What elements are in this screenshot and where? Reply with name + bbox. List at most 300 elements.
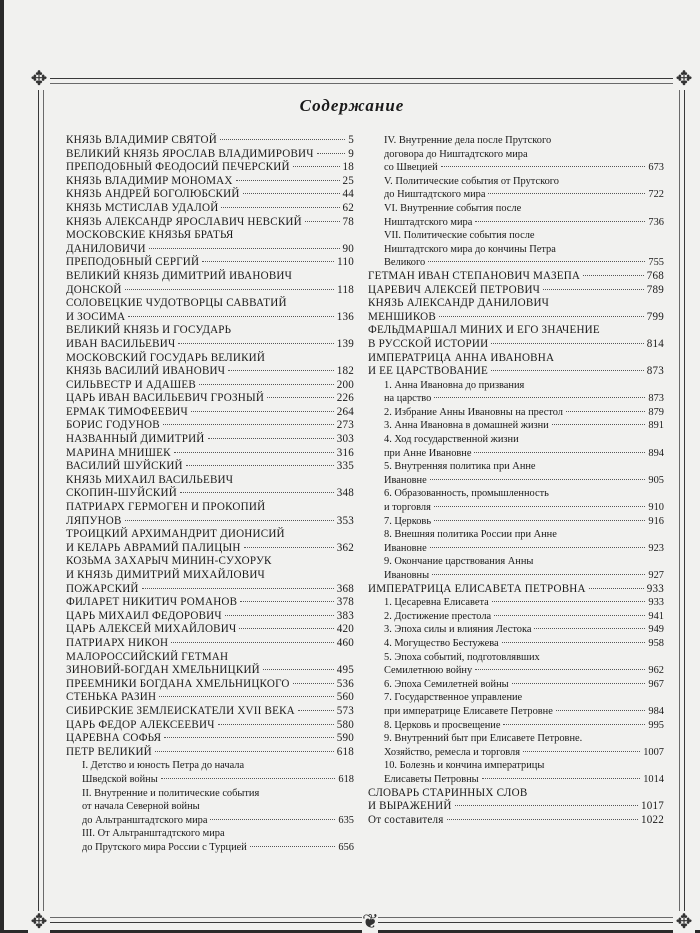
toc-page-number: 226 [336,392,354,405]
toc-entry-text: В РУССКОЙ ИСТОРИИ [368,337,489,350]
toc-subentry [368,651,664,678]
dot-leader [155,751,334,752]
toc-subentry [368,202,664,229]
toc-line [66,569,354,583]
toc-page-number: 995 [648,719,664,731]
toc-line [66,515,354,529]
dot-leader [202,261,334,262]
toc-line [384,161,664,175]
toc-entry [368,284,664,298]
toc-entry [66,651,354,678]
toc-subentry [368,175,664,202]
toc-page-number: 580 [336,718,354,731]
dot-leader [430,547,646,548]
dot-leader [434,520,645,521]
toc-line [66,705,354,719]
dot-leader [428,261,645,262]
toc-line [368,324,664,338]
toc-page-number: 44 [342,188,354,201]
toc-line [66,270,354,284]
toc-subentry [66,787,354,828]
dot-leader [163,424,334,425]
toc-entry-text: до Ништадтского мира [384,189,486,201]
toc-entry-text: ИВАН ВАСИЛЬЕВИЧ [66,337,176,350]
toc-entry-text: 8. Церковь и просвещение [384,719,501,731]
toc-entry-text: 3. Анна Ивановна в домашней жизни [384,420,549,432]
toc-entry-text: Шведской войны [82,773,158,785]
dot-leader [142,588,334,589]
toc-entry-text: 5. Эпоха событий, подготовлявших [384,651,540,663]
book-page [4,0,700,933]
dot-leader [441,166,646,167]
toc-line [368,338,664,352]
toc-page-number: 18 [342,161,354,174]
toc-entry-text: ПРЕПОДОБНЫЙ ФЕОДОСИЙ ПЕЧЕРСКИЙ [66,161,290,174]
toc-page-number: 799 [646,310,664,323]
corner-ornament-icon: ✥ [28,68,50,90]
toc-entry-text: 1. Анна Ивановна до призвания [384,379,525,391]
dot-leader [492,601,646,602]
toc-page-number: 110 [337,256,354,269]
dot-leader [491,370,644,371]
toc-entry-text: Ивановны [384,570,430,581]
dot-leader [236,180,340,181]
toc-line [368,352,664,366]
toc-line [66,202,354,216]
toc-entry [66,324,354,351]
toc-page-number: 1014 [643,773,664,785]
toc-line [66,691,354,705]
toc-line [384,678,664,692]
dot-leader [210,819,335,820]
toc-page-number: 722 [648,189,664,201]
toc-page-number: 1017 [641,800,664,813]
toc-entry [66,202,354,216]
toc-entry-text: КОЗЬМА ЗАХАРЫЧ МИНИН-СУХОРУК [66,555,272,568]
toc-line [384,610,664,624]
toc-page-number: 264 [336,405,354,418]
toc-entry-text: при Анне Ивановне [384,447,472,459]
toc-entry-text: Ништадтского мира [384,216,473,228]
toc-entry-text: КНЯЗЬ АЛЕКСАНДР ДАНИЛОВИЧ [368,297,550,310]
toc-subentry [368,759,664,786]
toc-page-number: 536 [336,677,354,690]
toc-page-number: 933 [646,582,664,595]
toc-page-number: 894 [648,447,664,459]
toc-entry [66,270,354,297]
toc-line [384,569,664,583]
toc-entry [368,583,664,597]
toc-line [66,487,354,501]
toc-line [66,216,354,230]
toc-entry-text: ПАТРИАРХ ГЕРМОГЕН И ПРОКОПИЙ [66,501,266,514]
toc-line [66,623,354,637]
toc-line [384,419,664,433]
toc-entry [66,528,354,555]
toc-entry-text: И КНЯЗЬ ДИМИТРИЙ МИХАЙЛОВИЧ [66,569,265,581]
toc-entry [66,161,354,175]
toc-page-number: 962 [648,665,664,677]
toc-line [82,773,354,787]
toc-page-number: 590 [336,732,354,745]
toc-line [384,175,664,189]
toc-page-number: 368 [336,582,354,595]
toc-line [384,487,664,501]
toc-entry [66,229,354,256]
toc-entry-text: ИМПЕРАТРИЦА ЕЛИСАВЕТА ПЕТРОВНА [368,582,586,595]
toc-line [384,202,664,216]
toc-entry-text: 5. Внутренняя политика при Анне [384,461,536,473]
dot-leader [317,153,346,154]
dot-leader [432,574,645,575]
toc-entry-text: на царство [384,393,432,405]
toc-entry-text: 4. Могущество Бестужева [384,637,499,649]
toc-entry-text: ДОНСКОЙ [66,283,122,296]
toc-line [66,243,354,257]
toc-entry-text: ЦАРЬ АЛЕКСЕЙ МИХАЙЛОВИЧ [66,623,237,636]
dot-leader [125,289,335,290]
toc-entry [368,270,664,284]
toc-page-number: 635 [338,814,354,826]
toc-page-number: 927 [648,570,664,581]
toc-entry-text: ВЕЛИКИЙ КНЯЗЬ И ГОСУДАРЬ [66,324,232,337]
toc-subentry [368,487,664,514]
toc-page-number: 933 [648,597,664,609]
toc-line [66,419,354,433]
dot-leader [293,166,340,167]
toc-page-number: 923 [648,542,664,554]
toc-line [384,759,664,773]
toc-entry [66,216,354,230]
toc-line [384,188,664,202]
toc-subentry [368,528,664,555]
toc-page-number: 789 [646,283,664,296]
toc-entry-text: СИБИРСКИЕ ЗЕМЛЕИСКАТЕЛИ XVII ВЕКА [66,704,295,717]
toc-page-number: 378 [336,596,354,609]
toc-entry [66,379,354,393]
toc-subentry [368,610,664,624]
toc-line [66,664,354,678]
dot-leader [474,452,645,453]
toc-page-number: 90 [342,242,354,255]
toc-entry [66,705,354,719]
toc-line [384,256,664,270]
bottom-ornament-icon: ❦ [362,911,379,933]
toc-line [82,814,354,828]
toc-entry-text: ВЕЛИКИЙ КНЯЗЬ ЯРОСЛАВ ВЛАДИМИРОВИЧ [66,147,314,160]
toc-page-number: 420 [336,623,354,636]
dot-leader [543,289,644,290]
toc-entry-text: КНЯЗЬ МИХАИЛ ВАСИЛЬЕВИЧ [66,473,234,486]
toc-entry-text: 7. Церковь [384,515,432,527]
toc-entry [66,678,354,692]
toc-entry-text: V. Политические события от Прутского [384,175,559,187]
toc-line [368,800,664,814]
toc-line [384,392,664,406]
toc-entry-text: ЦАРЕВИЧ АЛЕКСЕЙ ПЕТРОВИЧ [368,283,541,296]
toc-page-number: 316 [336,446,354,459]
toc-entry-text: КНЯЗЬ ВАСИЛИЙ ИВАНОВИЧ [66,365,226,378]
toc-line [384,501,664,515]
toc-line [82,827,354,841]
toc-line [384,773,664,787]
toc-entry-text: КНЯЗЬ ВЛАДИМИР МОНОМАХ [66,174,233,187]
toc-entry-text: ДАНИЛОВИЧИ [66,242,146,255]
toc-entry-text: 2. Избрание Анны Ивановны на престол [384,406,563,418]
toc-page-number: 768 [646,269,664,282]
dot-leader [263,669,334,670]
toc-line [384,651,664,665]
dot-leader [503,724,645,725]
toc-line [384,229,664,243]
toc-entry [66,596,354,610]
toc-entry-text: ВЕЛИКИЙ КНЯЗЬ ДИМИТРИЙ ИВАНОВИЧ [66,269,293,282]
toc-line [66,148,354,162]
toc-line [368,814,664,828]
dot-leader [534,628,645,629]
toc-entry-text: ПРЕЕМНИКИ БОГДАНА ХМЕЛЬНИЦКОГО [66,677,290,690]
toc-line [66,474,354,488]
toc-line [368,270,664,284]
dot-leader [434,506,646,507]
toc-line [82,759,354,773]
toc-line [66,678,354,692]
toc-subentry [368,460,664,487]
toc-entry-text: ЦАРЬ ИВАН ВАСИЛЬЕВИЧ ГРОЗНЫЙ [66,392,265,405]
toc-line [66,297,354,311]
toc-page-number: 916 [648,515,664,527]
dot-leader [475,221,645,222]
dot-leader [502,642,646,643]
dot-leader [250,846,336,847]
toc-entry-text: I. Детство и юность Петра до начала [82,760,245,772]
dot-leader [475,669,645,670]
toc-entry [66,148,354,162]
toc-line [66,161,354,175]
toc-entry [66,501,354,528]
dot-leader [239,628,333,629]
toc-entry-text: СИЛЬВЕСТР И АДАШЕВ [66,378,196,391]
toc-left-column [66,134,354,854]
dot-leader [180,492,334,493]
dot-leader [159,696,334,697]
toc-page-number: 9 [348,147,354,160]
toc-line [384,637,664,651]
toc-line [384,732,664,746]
toc-page-number: 814 [646,337,664,350]
dot-leader [220,139,345,140]
toc-line [384,664,664,678]
toc-entry-text: до Прутского мира России с Турцией [82,841,247,853]
toc-page-number: 736 [648,216,664,228]
toc-entry-text: 6. Эпоха Семилетней войны [384,678,509,690]
toc-entry-text: КНЯЗЬ АНДРЕЙ БОГОЛЮБСКИЙ [66,188,240,201]
toc-line [66,406,354,420]
toc-page-number: 5 [348,134,354,146]
toc-entry [66,188,354,202]
toc-line [66,324,354,338]
dot-leader [293,683,334,684]
toc-entry-text: ПОЖАРСКИЙ [66,582,139,595]
dot-leader [221,207,339,208]
toc-line [66,338,354,352]
toc-line [66,352,354,366]
dot-leader [171,642,334,643]
toc-line [66,651,354,665]
toc-right-column [368,134,664,827]
toc-page-number: 879 [648,406,664,418]
toc-line [384,623,664,637]
toc-entry-text: при императрице Елисавете Петровне [384,705,553,717]
dot-leader [455,805,638,806]
toc-page-number: 673 [648,162,664,174]
toc-entry [368,352,664,379]
dot-leader [128,316,333,317]
toc-page-number: 656 [338,841,354,853]
toc-line [66,555,354,569]
toc-line [384,474,664,488]
toc-line [66,188,354,202]
toc-line [66,719,354,733]
toc-line [368,787,664,801]
toc-page-number: 967 [648,678,664,690]
toc-page-number: 1007 [643,746,664,758]
dot-leader [556,710,646,711]
toc-line [384,555,664,569]
toc-entry-text: VI. Внутренние события после [384,202,522,214]
toc-page-number: 873 [646,365,664,378]
toc-page-number: 78 [342,215,354,228]
toc-entry [66,256,354,270]
toc-entry-text: ТРОИЦКИЙ АРХИМАНДРИТ ДИОНИСИЙ [66,528,285,541]
toc-subentry [368,623,664,637]
toc-entry-text: 4. Ход государственной жизни [384,434,519,446]
toc-entry-text: и торговля [384,502,431,514]
toc-subentry [66,759,354,786]
dot-leader [164,737,333,738]
toc-entry [66,134,354,148]
toc-page-number: 949 [648,624,664,636]
toc-entry [66,555,354,596]
dot-leader [305,221,340,222]
toc-subentry [368,691,664,718]
toc-entry-text: МЕНШИКОВ [368,310,436,323]
dot-leader [186,465,334,466]
toc-line [384,746,664,760]
toc-subentry [368,555,664,582]
toc-line [384,243,664,257]
toc-entry [66,610,354,624]
toc-entry-text: СЛОВАРЬ СТАРИННЫХ СЛОВ [368,786,528,799]
toc-line [66,256,354,270]
toc-entry-text: 6. Образованность, промышленность [384,488,549,500]
dot-leader [494,615,645,616]
toc-line [384,379,664,393]
toc-entry-text: НАЗВАННЫЙ ДИМИТРИЙ [66,433,205,446]
toc-entry-text: от начала Северной войны [82,801,200,813]
toc-page-number: 560 [336,691,354,704]
toc-entry-text: 3. Эпоха силы и влияния Лестока [384,624,532,636]
corner-ornament-icon: ✥ [673,911,695,933]
toc-entry-text: Семилетнюю войну [384,665,473,677]
toc-entry-text: КНЯЗЬ ВЛАДИМИР СВЯТОЙ [66,134,217,146]
toc-entry-text: ПАТРИАРХ НИКОН [66,636,169,649]
toc-page-number: 348 [336,487,354,500]
toc-entry-text: СКОПИН-ШУЙСКИЙ [66,487,177,500]
dot-leader [228,370,334,371]
toc-line [384,596,664,610]
toc-entry [368,324,664,351]
toc-line [66,447,354,461]
toc-page-number: 200 [336,378,354,391]
toc-page-number: 273 [336,419,354,432]
toc-entry-text: Хозяйство, ремесла и торговля [384,746,521,758]
dot-leader [125,520,334,521]
toc-entry-text: И ВЫРАЖЕНИЙ [368,800,452,813]
toc-entry [368,297,664,324]
toc-line [66,732,354,746]
toc-entry-text: И ЕЕ ЦАРСТВОВАНИЕ [368,365,488,378]
toc-entry-text: И КЕЛАРЬ АВРАМИЙ ПАЛИЦЫН [66,541,241,554]
toc-entry-text: ФЕЛЬДМАРШАЛ МИНИХ И ЕГО ЗНАЧЕНИЕ [368,324,600,337]
toc-entry-text: КНЯЗЬ МСТИСЛАВ УДАЛОЙ [66,201,219,214]
toc-entry-text: ПЕТР ВЕЛИКИЙ [66,745,152,758]
toc-line [66,746,354,760]
toc-entry-text: БОРИС ГОДУНОВ [66,419,160,432]
toc-entry-text: МОСКОВСКИЙ ГОСУДАРЬ ВЕЛИКИЙ [66,351,266,364]
toc-line [384,406,664,420]
toc-entry [368,787,664,814]
toc-entry-text: Ништадтского мира до кончины Петра [384,243,556,255]
page-title: Содержание [299,96,405,115]
toc-entry-text: IV. Внутренние дела после Прутского [384,135,552,146]
dot-leader [488,193,645,194]
dot-leader [434,397,645,398]
toc-line [66,229,354,243]
toc-entry [66,637,354,651]
dot-leader [225,615,334,616]
toc-entry [66,419,354,433]
toc-line [368,365,664,379]
toc-entry [66,447,354,461]
toc-line [368,583,664,597]
dot-leader [491,343,643,344]
toc-line [66,284,354,298]
dot-leader [482,778,641,779]
toc-entry-text: СОЛОВЕЦКИЕ ЧУДОТВОРЦЫ САВВАТИЙ [66,297,287,310]
toc-page-number: 618 [338,773,354,785]
toc-subentry [368,678,664,692]
toc-page-number: 891 [648,420,664,432]
toc-line [82,841,354,855]
toc-entry-text: 7. Государственное управление [384,692,523,704]
dot-leader [174,452,334,453]
dot-leader [589,588,644,589]
corner-ornament-icon: ✥ [673,68,695,90]
toc-subentry [368,637,664,651]
toc-entry-text: 9. Окончание царствования Анны [384,556,534,568]
toc-entry-text: Ивановне [384,474,427,486]
toc-entry-text: ФИЛАРЕТ НИКИТИЧ РОМАНОВ [66,596,238,609]
dot-leader [552,424,646,425]
dot-leader [430,479,646,480]
toc-page-number: 1022 [641,813,664,826]
toc-entry [66,474,354,501]
toc-page-number: 984 [648,705,664,717]
toc-line [66,528,354,542]
dot-leader [178,343,333,344]
toc-line [384,705,664,719]
